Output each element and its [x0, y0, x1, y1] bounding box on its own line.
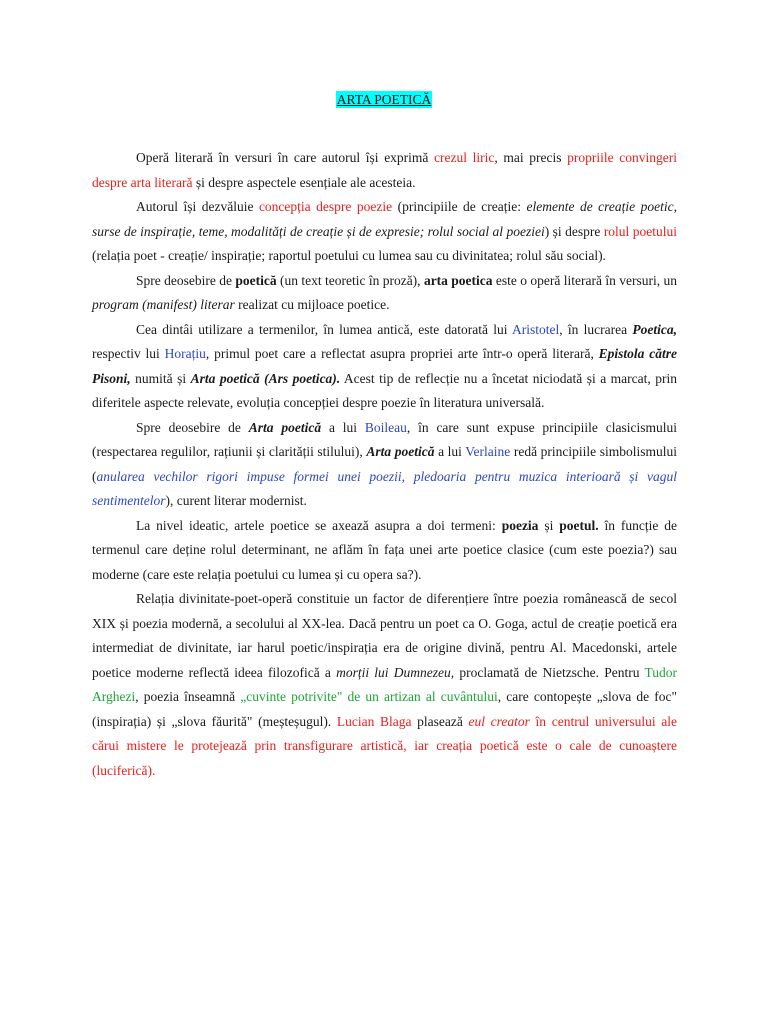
paragraph-4: [92, 318, 677, 416]
term-propriile-convingeri: propriile convingeri despre arta literară: [92, 150, 678, 190]
italic-blue-text: anularea vechilor rigori impuse formei unei poezii, pledoaria pentru muzica interioară și vagul sentimentelor: [92, 468, 677, 508]
text: realizat cu mijloace poetice.: [234, 297, 390, 312]
paragraph-3: [92, 269, 677, 318]
term-crezul-liric: crezul liric: [434, 150, 495, 165]
text: ), curent literar modernist.: [165, 493, 307, 508]
bold-italic-text: Arta poetică: [366, 444, 435, 459]
text: este o operă literară în versuri, un: [492, 272, 677, 288]
text: Autorul își dezvăluie: [136, 199, 259, 214]
text: , mai precis: [494, 150, 568, 165]
name-aristotel: Aristotel: [512, 321, 560, 337]
text: La nivel ideatic, artele poetice se axează asupra a doi termeni:: [136, 517, 502, 533]
name-boileau: Boileau: [364, 419, 407, 435]
bold-italic-text: Epistola către Pisoni,: [92, 346, 677, 386]
text: Spre deosebire de: [136, 272, 236, 288]
paragraph-2: [92, 195, 677, 269]
text: Relația divinitate-poet-operă constituie un factor de diferențiere între poezia românească de secol XIX și poezia modernă, a secolului al XX-lea. Dacă pentru un poet ca O. Goga, actul de creație poetică era intermediat de divinitate, iar harul poetic/inspirația era de origine divină, pentru Al. Macedonski, artele poetice moderne reflectă ideea filozofică a: [92, 591, 677, 680]
paragraph-1: [92, 146, 677, 195]
name-tudor-arghezi: Tudor Arghezi: [92, 664, 677, 704]
text: Cea dintâi utilizare a termenilor, în lumea antică, este datorată lui: [136, 321, 512, 337]
paragraph-5: [92, 416, 677, 514]
paragraph-6: [92, 514, 677, 588]
text: Acest tip de reflecție nu a încetat niciodată și a marcat, prin diferitele aspecte relevate, evoluția concepției despre poezie în literatura universală.: [92, 370, 678, 410]
term-conceptia: concepția despre poezie: [258, 199, 393, 214]
bold-text: poetul.: [559, 517, 599, 533]
name-verlaine: Verlaine: [465, 444, 511, 459]
text: proclamată de Nietzsche. Pentru: [454, 664, 645, 680]
text: (principiile de creație:: [392, 199, 527, 214]
text: plasează: [411, 713, 469, 729]
text: Operă literară în versuri în care autorul își exprimă: [136, 150, 435, 165]
name-horatiu: Horațiu: [164, 346, 206, 361]
italic-text: program (manifest) literar: [92, 297, 235, 312]
text: , primul poet care a reflectat asupra propriei arte într-o operă literară,: [205, 346, 599, 361]
text: redă principiile simbolismului (: [92, 444, 678, 484]
italic-text: elemente de creație poetic, surse de inspirație, teme, modalități de creație și de expresie; rolul social al poeziei: [92, 199, 677, 239]
italic-text: morții lui Dumnezeu,: [336, 664, 455, 680]
italic-red-text: eul creator: [468, 713, 530, 729]
quote-cuvinte-potrivite: „cuvinte potrivite" de un artizan al cuvântului: [240, 689, 498, 704]
text: (relația poet - creație/ inspirație; raportul poetului cu lumea sau cu divinitatea; rolul său social).: [92, 248, 606, 263]
text: respectiv lui: [92, 346, 165, 361]
term-rolul-poetului: rolul poetului: [603, 223, 678, 239]
bold-italic-text: Poetica,: [632, 321, 677, 337]
bold-text: arta poetica: [423, 272, 493, 288]
text: , în lucrarea: [559, 321, 633, 337]
text: (un text teoretic în proză),: [276, 272, 424, 288]
bold-text: poezia: [501, 517, 539, 533]
text: Spre deosebire de: [136, 419, 249, 435]
name-lucian-blaga: Lucian Blaga: [336, 713, 412, 729]
text: a lui: [434, 444, 466, 459]
text: numită și: [130, 370, 191, 386]
text: , care contopește „slova de foc" (inspirația) și „slova făurită" (meșteșugul).: [92, 689, 677, 729]
document-body: [92, 146, 677, 783]
bold-italic-text: Arta poetică (Ars poetica).: [190, 370, 341, 386]
text: a lui: [321, 419, 365, 435]
text: și despre aspectele esențiale ale acesteia.: [192, 174, 416, 190]
text: în funcție de termenul care deține rolul determinant, ne aflăm în fața unei arte poetice clasice (cum este poezia?) sau moderne (care este relația poetului cu lumea și cu opera sa?).: [92, 517, 677, 582]
title-wrap: [0, 91, 768, 109]
red-text: în centrul universului ale cărui mistere le protejează prin transfigurare artistică, iar creația poetică este o cale de cunoaștere (luciferică).: [92, 713, 677, 778]
text: , poezia înseamnă: [135, 689, 241, 704]
text: și: [538, 517, 560, 533]
text: , în care sunt expuse principiile clasicismului (respectarea regulilor, rațiunii și clarității stilului),: [92, 419, 677, 459]
bold-text: poetică: [235, 272, 277, 288]
paragraph-7: [92, 587, 677, 783]
document-title: ARTA POETICĂ: [336, 92, 432, 107]
text: ) și despre: [544, 223, 604, 239]
bold-italic-text: Arta poetică: [248, 419, 322, 435]
